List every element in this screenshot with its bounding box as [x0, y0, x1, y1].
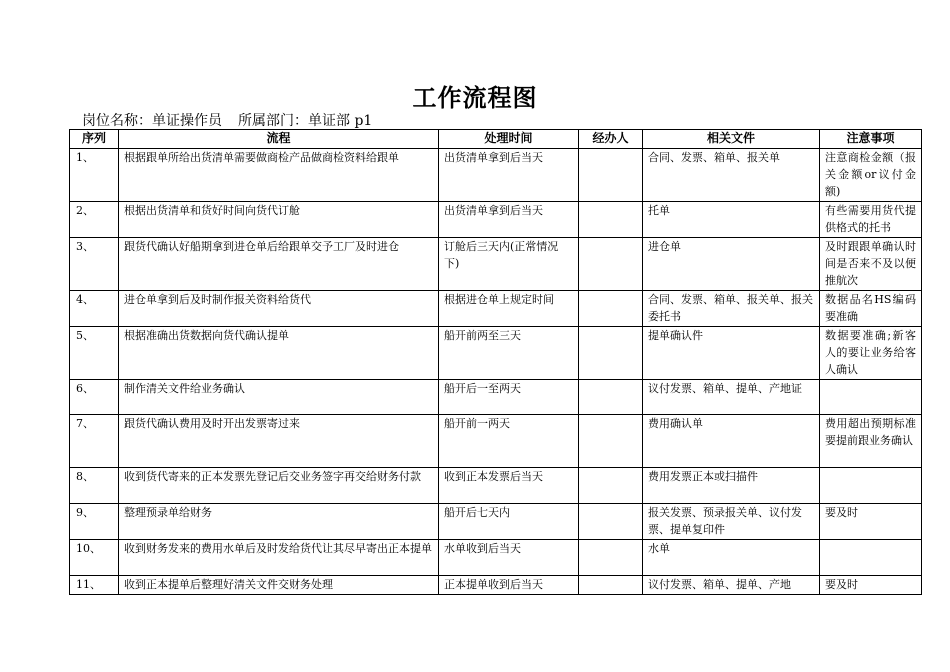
header-files: 相关文件 [643, 130, 820, 149]
table-row [70, 415, 922, 468]
row-seq: 4、 [70, 291, 119, 327]
row-notes [820, 380, 922, 415]
row-handler [579, 238, 643, 291]
page-title: 工作流程图 [412, 83, 538, 112]
row-handler [579, 415, 643, 468]
row-time: 出货清单拿到后当天 [439, 202, 579, 238]
row-notes: 要及时 [820, 576, 922, 595]
row-process: 根据跟单所给出货清单需要做商检产品做商检资料给跟单 [119, 149, 439, 202]
row-time: 船开后一至两天 [439, 380, 579, 415]
row-seq: 3、 [70, 238, 119, 291]
row-time: 收到正本发票后当天 [439, 468, 579, 504]
header-notes: 注意事项 [820, 130, 922, 149]
row-notes: 有些需要用货代提供格式的托书 [820, 202, 922, 238]
row-files: 合同、发票、箱单、报关单、报关委托书 [643, 291, 820, 327]
row-seq: 11、 [70, 576, 119, 595]
row-files: 合同、发票、箱单、报关单 [643, 149, 820, 202]
table-row [70, 238, 922, 291]
row-files: 进仓单 [643, 238, 820, 291]
table-row [70, 149, 922, 202]
row-files: 托单 [643, 202, 820, 238]
row-seq: 10、 [70, 540, 119, 576]
table-row [70, 540, 922, 576]
table-row [70, 504, 922, 540]
row-process: 整理预录单给财务 [119, 504, 439, 540]
row-notes: 费用超出预期标准要提前跟业务确认 [820, 415, 922, 468]
row-notes: 及时跟跟单确认时间是否来不及以便推航次 [820, 238, 922, 291]
row-process: 收到财务发来的费用水单后及时发给货代让其尽早寄出正本提单 [119, 540, 439, 576]
row-handler [579, 576, 643, 595]
row-files: 议付发票、箱单、提单、产地 [643, 576, 820, 595]
row-handler [579, 327, 643, 380]
header-time: 处理时间 [439, 130, 579, 149]
row-handler [579, 149, 643, 202]
row-time: 船开后七天内 [439, 504, 579, 540]
row-files: 报关发票、预录报关单、议付发票、提单复印件 [643, 504, 820, 540]
row-time: 根据进仓单上规定时间 [439, 291, 579, 327]
row-seq: 9、 [70, 504, 119, 540]
row-process: 进仓单拿到后及时制作报关资料给货代 [119, 291, 439, 327]
row-process: 收到正本提单后整理好清关文件交财务处理 [119, 576, 439, 595]
row-notes [820, 540, 922, 576]
header-process: 流程 [119, 130, 439, 149]
row-process: 根据准确出货数据向货代确认提单 [119, 327, 439, 380]
table-row [70, 327, 922, 380]
row-handler [579, 202, 643, 238]
row-seq: 7、 [70, 415, 119, 468]
table-row [70, 576, 922, 595]
row-process: 收到货代寄来的正本发票先登记后交业务签字再交给财务付款 [119, 468, 439, 504]
row-handler [579, 540, 643, 576]
header-handler: 经办人 [579, 130, 643, 149]
row-time: 出货清单拿到后当天 [439, 149, 579, 202]
row-files: 议付发票、箱单、提单、产地证 [643, 380, 820, 415]
row-handler [579, 468, 643, 504]
row-files: 费用发票正本或扫描件 [643, 468, 820, 504]
table-row [70, 468, 922, 504]
row-notes: 要及时 [820, 504, 922, 540]
row-seq: 6、 [70, 380, 119, 415]
department-name: 所属部门：单证部 p1 [238, 113, 373, 129]
row-files: 提单确认件 [643, 327, 820, 380]
post-info [82, 110, 372, 130]
row-process: 根据出货清单和货好时间向货代订舱 [119, 202, 439, 238]
workflow-table [69, 129, 922, 595]
row-notes [820, 468, 922, 504]
row-time: 水单收到后当天 [439, 540, 579, 576]
row-handler [579, 380, 643, 415]
post-name: 岗位名称：单证操作员 [82, 113, 222, 129]
table-header-row [70, 130, 922, 149]
row-time: 订舱后三天内(正常情况下) [439, 238, 579, 291]
table-row [70, 291, 922, 327]
table-row [70, 380, 922, 415]
row-seq: 2、 [70, 202, 119, 238]
row-notes: 注意商检金额（报关金额or议付金额) [820, 149, 922, 202]
row-time: 正本提单收到后当天 [439, 576, 579, 595]
table-row [70, 202, 922, 238]
row-notes: 数据品名HS编码要准确 [820, 291, 922, 327]
row-process: 制作清关文件给业务确认 [119, 380, 439, 415]
row-handler [579, 291, 643, 327]
row-seq: 5、 [70, 327, 119, 380]
row-time: 船开前一两天 [439, 415, 579, 468]
header-seq: 序列 [70, 130, 119, 149]
row-seq: 8、 [70, 468, 119, 504]
row-files: 水单 [643, 540, 820, 576]
row-notes: 数据要准确;新客人的要让业务给客人确认 [820, 327, 922, 380]
row-handler [579, 504, 643, 540]
row-seq: 1、 [70, 149, 119, 202]
row-files: 费用确认单 [643, 415, 820, 468]
row-process: 跟货代确认费用及时开出发票寄过来 [119, 415, 439, 468]
row-time: 船开前两至三天 [439, 327, 579, 380]
row-process: 跟货代确认好船期拿到进仓单后给跟单交予工厂及时进仓 [119, 238, 439, 291]
